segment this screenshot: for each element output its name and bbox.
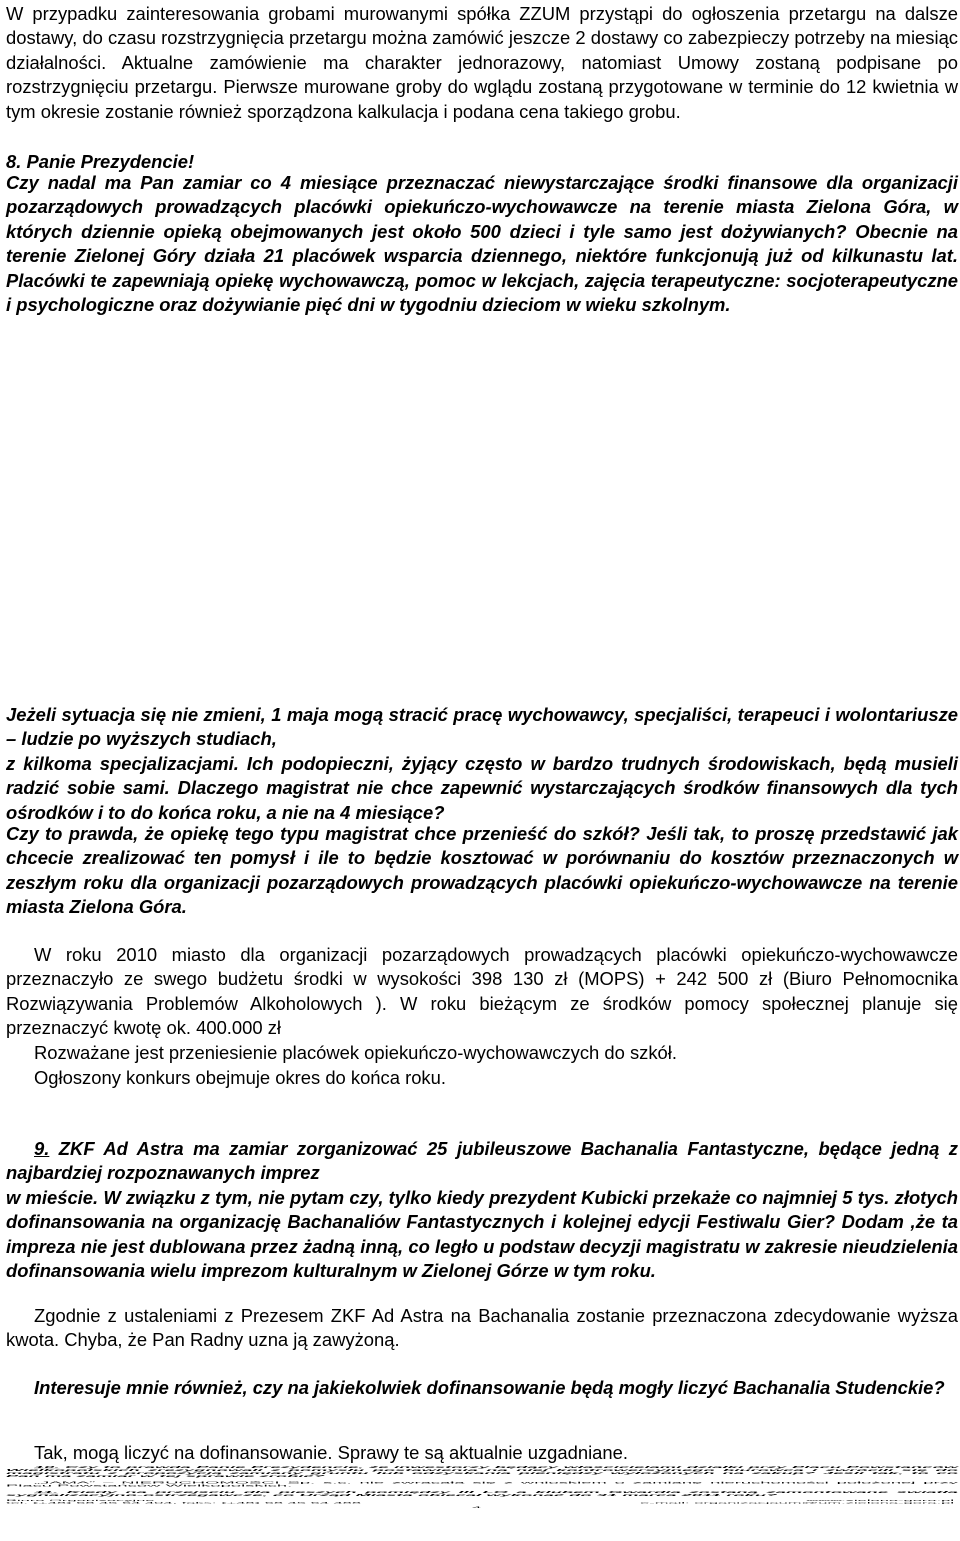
q8-question-c: z kilkoma specjalizacjami. Ich podopieczni, żyjący często w bardzo trudnych środowiskach, będą musieli radzić sobie sami. Dlaczego magistrat nie chce zapewnić wystarczających środków finansowych dla tych ośrodków i to do końca roku, a nie na 4 miesiące? [6,753,958,823]
q11-question [6,1491,958,1497]
q9-question-b: w mieście. W związku z tym, nie pytam czy, tylko kiedy prezydent Kubicki przekaże co najmniej 5 tys. złotych dofinansowania na organizację Bachanaliów Fantastycznych i kolejnej edycji Festiwalu Gier? Dodam ,że ta impreza nie jest dublowana przez żadną inną, co legło u podstaw decyzji magistratu w zakresie nieudzielenia dofinansowania wielu imprezom kulturalnym w Zielonej Górze w tym roku. [6,1187,958,1282]
footer-phone-fax: tel. (+48) 68 45 64 404, faks: (+48) 68 45 64 488 [6,1501,361,1504]
q10-answer: „JAMA” – NIERUCHOMOŚCI Sp. s.c. nie zwracała się z wnioskiem o zamianę nieruchomości położonej przy Placu Powstańców Wielkopolskich. [6,1481,958,1487]
q8-question-d: Czy to prawda, że opiekę tego typu magistrat chce przenieść do szkół? Jeśli tak, to proszę przedstawić jak chcecie zrealizować ten pomysł i ile to będzie kosztować w porównaniu do kosztów przeznaczonych w zeszłym roku dla organizacji pozarządowych prowadzących placówki opiekuńczo-wychowawcze na terenie miasta Zielona Góra. [6,823,958,918]
q11-number: 11. [34,1490,59,1494]
q9-question-a-text: ZKF Ad Astra ma zamiar zorganizować 25 jubileuszowe Bachanalia Fantastyczne, będące jedną z najbardziej rozpoznawanych imprez [6,1138,958,1184]
intro-text-part-a: W przypadku zainteresowania grobami murowanymi spółka ZZUM przystąpi do ogłoszenia przetargu na dalsze dostawy, do czasu rozstrzygnięcia przetargu można zamówić jeszcze 2 dostawy co zabezpieczy potrzeby na miesiąc działalności. Aktualne zamówienie ma charakter jednorazowy, natomiast Umowy zostaną podpisane po rozstrzygnięciu przetargu. [6,3,958,98]
footer-email[interactable]: e-mail: organizacjaum@um.zielona-gora.pl [640,1501,954,1504]
footer-org: Biuro Organizacyjne [6,1499,155,1502]
lower-section-scaled [0,1466,960,1509]
page-footer [0,1499,960,1513]
q9-answer-a: Zgodnie z ustaleniami z Prezesem ZKF Ad Astra na Bachanalia zostanie przeznaczona zdecydowanie wyższa kwota. Chyba, że Pan Radny uzna ją zawyżoną. [6,1305,958,1351]
q9-question [6,1137,958,1186]
q9-question-c: Interesuje mnie również, czy na jakiekolwiek dofinansowanie będą mogły liczyć Bachanalia Studenckie? [34,1377,945,1398]
q10-number: 10. [34,1466,60,1469]
q8-answer-b: Rozważane jest przeniesienie placówek opiekuńczo-wychowawczych do szkół. [34,1042,677,1063]
intro-text-part-b: Pierwsze murowane groby do wglądu zostaną przygotowane w terminie do 12 kwietnia w tym okresie zostanie również sporządzona kalkulacja i podana cena takiego grobu. [6,76,958,122]
q8-heading: 8. Panie Prezydencie! [6,151,195,172]
intro-paragraph [6,2,958,124]
q9-number: 9. [34,1138,50,1159]
q10-question [6,1466,958,1478]
footer-website[interactable]: www.zielona-gora.pl [806,1499,954,1502]
lower-section [0,1466,960,1541]
page-number: 4 [472,1506,482,1509]
q9-answer-b: Tak, mogą liczyć na dofinansowanie. Sprawy te są aktualnie uzgadniane. [34,1442,628,1463]
q10-question-text: Czy to prawda Panie Prezydencie, że inwestorzy będący właścicielami działki przy Placu Powstańców Wielkopolskich zrezygnowali z pomysłu postawienia na niej kontrowersyjnego biurowca i zwrócili się do magistratu z propozycją zamiany gruntu lub odzyskania pieniędzy wyłożonych na zakup? Jeśli tak, to co Pan ma zamiar w tej sprawie zrobić? [6,1466,958,1478]
q8-question-a: Czy nadal ma Pan zamiar co 4 miesiące przeznaczać niewystarczające środki finansowe dla organizacji pozarządowych prowadzących placówki opiekuńczo-wychowawcze na terenie miasta Zielona Góra, w których dziennie opieką obejmowanych jest około 500 dzieci i tyle samo jest dożywianych? Obecnie na terenie Zielonej Góry działa 21 placówek wsparcia dziennego, niektóre funkcjonują już od kilkunastu lat. Placówki te zapewniają opiekę wychowawczą, pomoc w lekcjach, zajęcia terapeutyczne: socjoterapeutyczne i psychologiczne oraz dożywianie pięć dni w tygodniu dzieciom w wieku szkolnym. [6,172,958,316]
q8-answer-a: W roku 2010 miasto dla organizacji pozarządowych prowadzących placówki opiekuńczo-wychowawcze przeznaczyło ze swego budżetu środki w wysokości 398 130 zł (MOPS) + 242 500 zł (Biuro Pełnomocnika Rozwiązywania Problemów Alkoholowych ). W roku bieżącym ze środków pomocy społecznej planuje się przeznaczyć kwotę ok. 400.000 zł [6,944,958,1039]
q8-answer-c: Ogłoszony konkurs obejmuje okres do końca roku. [34,1067,446,1088]
q11-question-text: Kiedy na przejściu dla pieszych pomiędzy III LO a klubem Gwardia zostaną zamontowane światła sygnalizacyjno-ostrzegawcze, co Urząd Miasta obiecał wykonać do 31 marca 2011 roku? [6,1490,958,1497]
q8-question-b: Jeżeli sytuacja się nie zmieni, 1 maja mogą stracić pracę wychowawcy, specjaliści, terapeuci i wolontariusze – ludzie po wyższych studiach, [6,704,958,750]
